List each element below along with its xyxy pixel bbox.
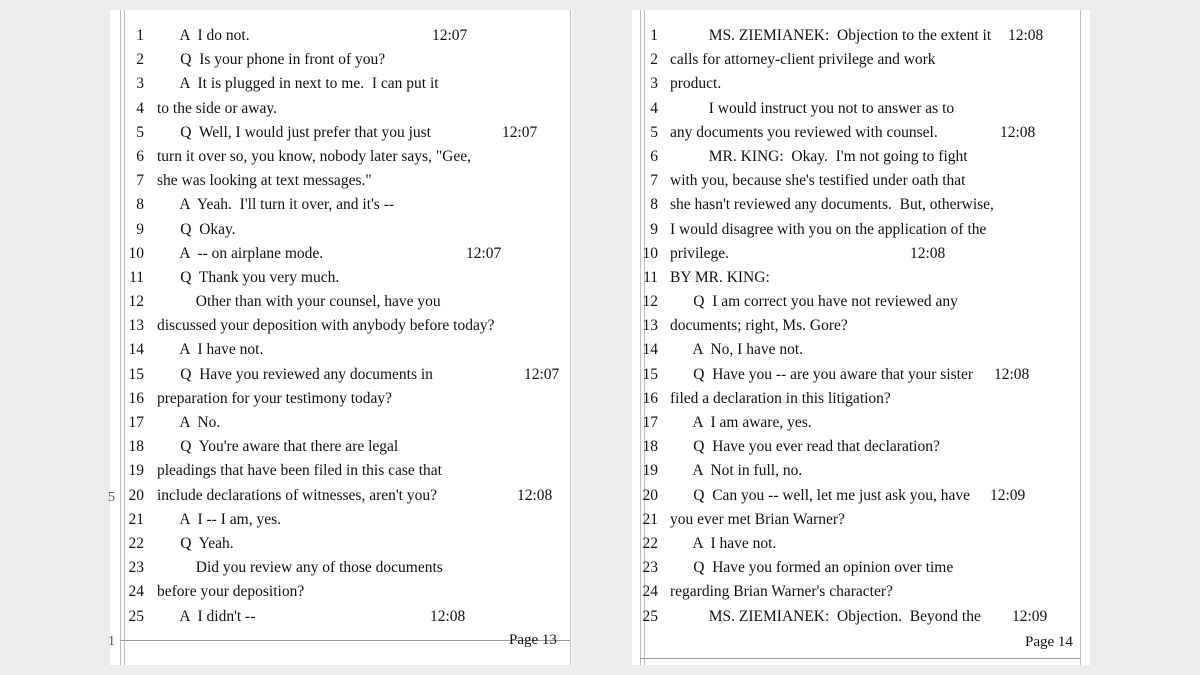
transcript-lines xyxy=(632,24,1090,629)
transcript-line xyxy=(632,218,1090,242)
transcript-lines xyxy=(110,24,572,629)
line-number: 14 xyxy=(642,341,658,359)
line-text: MS. ZIEMIANEK: Objection. Beyond the xyxy=(670,607,981,625)
transcript-line xyxy=(110,580,572,604)
timestamp: 12:08 xyxy=(910,244,946,262)
line-text: with you, because she's testified under oath that xyxy=(670,172,966,190)
line-number: 19 xyxy=(642,462,658,480)
transcript-line xyxy=(632,121,1090,145)
line-text: Other than with your counsel, have you xyxy=(157,293,441,311)
line-number: 12 xyxy=(642,293,658,311)
transcript-line xyxy=(632,145,1090,169)
edge-mark: 5 xyxy=(108,490,115,505)
transcript-line xyxy=(110,48,572,72)
line-number: 1 xyxy=(650,27,658,44)
transcript-line xyxy=(632,97,1090,121)
transcript-line xyxy=(632,532,1090,556)
line-number: 5 xyxy=(650,123,658,141)
edge-mark: 1 xyxy=(108,634,115,649)
timestamp: 12:07 xyxy=(524,365,560,383)
line-number: 3 xyxy=(136,75,144,93)
line-text: Q Well, I would just prefer that you just xyxy=(157,123,431,141)
line-text: before your deposition? xyxy=(157,583,305,601)
line-number: 9 xyxy=(136,220,144,238)
line-number: 10 xyxy=(642,244,658,262)
line-text: A It is plugged in next to me. I can put it xyxy=(157,75,439,93)
line-text: A No. xyxy=(157,414,221,431)
line-number: 1 xyxy=(136,27,144,44)
line-number: 25 xyxy=(642,607,658,625)
line-number: 17 xyxy=(642,414,658,431)
line-number: 4 xyxy=(136,99,144,117)
line-text: A I have not. xyxy=(670,534,777,552)
transcript-page-13 xyxy=(110,10,572,665)
transcript-line xyxy=(632,363,1090,387)
transcript-line xyxy=(632,387,1090,411)
line-text: she was looking at text messages." xyxy=(157,172,372,190)
transcript-line xyxy=(110,435,572,459)
line-text: discussed your deposition with anybody before today? xyxy=(157,317,495,335)
transcript-line xyxy=(632,484,1090,508)
transcript-line xyxy=(632,338,1090,362)
line-text: preparation for your testimony today? xyxy=(157,389,393,407)
line-text: MR. KING: Okay. I'm not going to fight xyxy=(670,147,968,165)
transcript-line xyxy=(110,97,572,121)
timestamp: 12:09 xyxy=(1012,607,1048,625)
line-number: 15 xyxy=(128,365,144,383)
transcript-line xyxy=(110,363,572,387)
line-number: 4 xyxy=(650,99,658,117)
line-number: 23 xyxy=(642,559,658,577)
timestamp: 12:09 xyxy=(990,486,1026,504)
transcript-line xyxy=(632,459,1090,483)
transcript-line xyxy=(110,459,572,483)
line-text: pleadings that have been filed in this case that xyxy=(157,462,442,480)
line-text: Q Have you reviewed any documents in xyxy=(157,365,433,383)
line-text: Q Thank you very much. xyxy=(157,268,340,286)
transcript-line xyxy=(632,580,1090,604)
transcript-line xyxy=(632,556,1090,580)
transcript-line xyxy=(110,121,572,145)
line-number: 20 xyxy=(642,486,658,504)
footer-rule xyxy=(120,640,570,641)
transcript-line xyxy=(632,314,1090,338)
transcript-line xyxy=(632,242,1090,266)
line-text: turn it over so, you know, nobody later says, "Gee, xyxy=(157,147,471,165)
line-number: 9 xyxy=(650,220,658,238)
timestamp: 12:07 xyxy=(466,244,502,262)
line-number: 15 xyxy=(642,365,658,383)
line-text: A Yeah. I'll turn it over, and it's -- xyxy=(157,196,395,214)
transcript-line xyxy=(110,218,572,242)
line-text: Q You're aware that there are legal xyxy=(157,438,399,456)
line-number: 21 xyxy=(128,510,144,528)
line-text: I would disagree with you on the application of the xyxy=(670,220,987,238)
line-text: privilege. xyxy=(670,244,729,262)
line-number: 11 xyxy=(643,268,658,286)
transcript-line xyxy=(110,338,572,362)
transcript-line xyxy=(110,532,572,556)
line-number: 10 xyxy=(128,244,144,262)
line-text: product. xyxy=(670,75,722,93)
timestamp: 12:08 xyxy=(517,486,553,504)
line-number: 8 xyxy=(136,196,144,214)
line-number: 7 xyxy=(136,172,144,190)
line-text: Did you review any of those documents xyxy=(157,559,443,577)
transcript-line xyxy=(110,556,572,580)
line-text: BY MR. KING: xyxy=(670,268,770,286)
line-text: A No, I have not. xyxy=(670,341,804,359)
transcript-line xyxy=(110,605,572,629)
line-number: 22 xyxy=(642,534,658,552)
transcript-line xyxy=(632,193,1090,217)
line-text: A I -- I am, yes. xyxy=(157,510,281,528)
line-text: filed a declaration in this litigation? xyxy=(670,389,891,407)
line-number: 2 xyxy=(136,51,144,69)
line-number: 2 xyxy=(650,51,658,69)
line-number: 8 xyxy=(650,196,658,214)
transcript-line xyxy=(110,72,572,96)
line-number: 12 xyxy=(128,293,144,311)
transcript-line xyxy=(110,24,572,48)
line-number: 16 xyxy=(128,389,144,407)
line-text: documents; right, Ms. Gore? xyxy=(670,317,848,335)
transcript-line xyxy=(632,435,1090,459)
line-text: MS. ZIEMIANEK: Objection to the extent it xyxy=(670,27,992,44)
transcript-line xyxy=(110,145,572,169)
transcript-line xyxy=(110,314,572,338)
line-text: you ever met Brian Warner? xyxy=(670,510,845,528)
line-text: Q Can you -- well, let me just ask you, have xyxy=(670,486,971,504)
transcript-line xyxy=(632,24,1090,48)
timestamp: 12:08 xyxy=(430,607,466,625)
line-text: Q Okay. xyxy=(157,220,236,238)
transcript-line xyxy=(632,508,1090,532)
line-number: 20 xyxy=(128,486,144,504)
transcript-line xyxy=(632,605,1090,629)
line-text: I would instruct you not to answer as to xyxy=(670,99,955,117)
line-number: 5 xyxy=(136,123,144,141)
line-text: any documents you reviewed with counsel. xyxy=(670,123,938,141)
line-text: she hasn't reviewed any documents. But, otherwise, xyxy=(670,196,994,214)
transcript-line xyxy=(110,193,572,217)
transcript-line xyxy=(110,411,572,435)
timestamp: 12:08 xyxy=(1000,123,1036,141)
line-text: Q Have you -- are you aware that your sister xyxy=(670,365,974,383)
transcript-line xyxy=(110,508,572,532)
line-text: A I am aware, yes. xyxy=(670,414,812,431)
timestamp: 12:08 xyxy=(1008,27,1044,44)
transcript-line xyxy=(110,290,572,314)
line-text: calls for attorney-client privilege and work xyxy=(670,51,936,69)
line-number: 21 xyxy=(642,510,658,528)
line-number: 23 xyxy=(128,559,144,577)
line-number: 17 xyxy=(128,414,144,431)
transcript-line xyxy=(632,266,1090,290)
line-number: 13 xyxy=(642,317,658,335)
line-number: 18 xyxy=(128,438,144,456)
transcript-line xyxy=(632,411,1090,435)
timestamp: 12:07 xyxy=(502,123,538,141)
line-text: A I do not. xyxy=(157,27,250,44)
line-number: 24 xyxy=(128,583,144,601)
line-number: 18 xyxy=(642,438,658,456)
line-text: to the side or away. xyxy=(157,99,277,117)
line-text: Q Have you ever read that declaration? xyxy=(670,438,940,456)
page-number: Page 14 xyxy=(1025,634,1073,650)
line-number: 6 xyxy=(650,147,658,165)
line-text: include declarations of witnesses, aren't you? xyxy=(157,486,437,504)
line-text: Q Have you formed an opinion over time xyxy=(670,559,954,577)
line-number: 6 xyxy=(136,147,144,165)
transcript-page-14 xyxy=(632,10,1090,665)
transcript-line xyxy=(110,242,572,266)
line-number: 25 xyxy=(128,607,144,625)
line-number: 19 xyxy=(128,462,144,480)
line-text: A I didn't -- xyxy=(157,607,256,625)
timestamp: 12:08 xyxy=(994,365,1030,383)
transcript-line xyxy=(110,387,572,411)
transcript-line xyxy=(632,290,1090,314)
line-text: Q I am correct you have not reviewed any xyxy=(670,293,958,311)
line-text: A I have not. xyxy=(157,341,264,359)
transcript-line xyxy=(110,169,572,193)
line-text: Q Yeah. xyxy=(157,534,234,552)
line-number: 24 xyxy=(642,583,658,601)
line-text: A -- on airplane mode. xyxy=(157,244,324,262)
line-number: 7 xyxy=(650,172,658,190)
line-number: 11 xyxy=(129,268,144,286)
line-number: 13 xyxy=(128,317,144,335)
line-number: 22 xyxy=(128,534,144,552)
footer-rule xyxy=(640,658,1080,659)
line-number: 3 xyxy=(650,75,658,93)
timestamp: 12:07 xyxy=(432,27,468,44)
line-number: 16 xyxy=(642,389,658,407)
transcript-line xyxy=(632,169,1090,193)
page-number: Page 13 xyxy=(509,632,557,648)
transcript-line xyxy=(632,72,1090,96)
transcript-line xyxy=(110,484,572,508)
line-text: regarding Brian Warner's character? xyxy=(670,583,893,601)
line-number: 14 xyxy=(128,341,144,359)
transcript-line xyxy=(110,266,572,290)
transcript-line xyxy=(632,48,1090,72)
line-text: Q Is your phone in front of you? xyxy=(157,51,386,69)
line-text: A Not in full, no. xyxy=(670,462,803,480)
